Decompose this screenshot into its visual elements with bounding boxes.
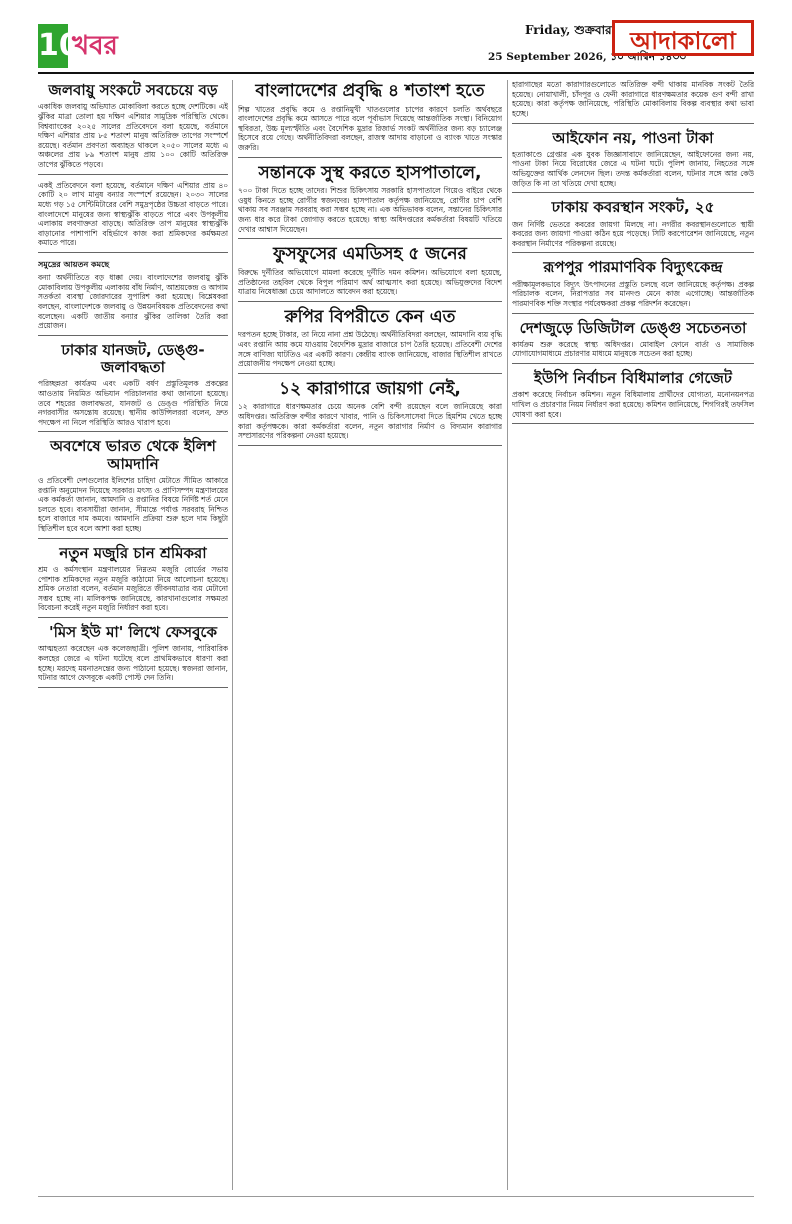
article-body: একই প্রতিবেদনে বলা হয়েছে, বর্তমানে দক্ষিণ এশিয়ার প্রায় ৪০ কোটি ২০ লাখ মানুষ বন্যার সংস্পর্শে রয়েছেন। ২০৩০ সালের মধ্যে গড় ১৫ সেন্টিমিটারের বেশি সমুদ্রপৃষ্ঠের উচ্চতা বাড়তে পারে। বাংলাদেশে মানুষের জন্য স্বাস্থ্যঝুঁকি বাড়তে পারে এবং উপকূলীয় এলাকায় লবণাক্ততা বাড়ছে। অতিরিক্ত তাপ মানুষের স্বাস্থ্যঝুঁকি বাড়ানোর পাশাপাশি বহির্ভাগে কাজ করা শ্রমিকদের কর্মক্ষমতা কমাতে পারে। — [38, 180, 228, 248]
column-divider — [232, 80, 233, 1190]
article — [38, 259, 228, 336]
article-headline[interactable]: ঢাকার যানজট, ডেঙ্গু-জলাবদ্ধতা — [61, 340, 205, 376]
article — [512, 370, 754, 424]
article-divider — [38, 252, 228, 253]
article-headline[interactable]: সন্তানকে সুস্থ করতে হাসপাতালে, — [258, 162, 482, 183]
article-headline[interactable]: 'মিস ইউ মা' লিখে ফেসবুকে — [49, 623, 217, 641]
article-headline[interactable]: ফুসফুসের এমডিসহ ৫ জনের — [273, 244, 467, 265]
article-divider — [512, 192, 754, 193]
article — [238, 82, 502, 158]
article — [512, 259, 754, 313]
article-divider — [512, 423, 754, 424]
article-body: বন্যা অর্থনীতিতে বড় ধাক্কা দেয়। বাংলাদেশের জলবায়ু ঝুঁকি মোকাবিলায় উপকূলীয় এলাকায় বাঁধ নির্মাণ, আশ্রয়কেন্দ্র ও আগাম সতর্কতা ব্যবস্থা জোরদারের সুপারিশ করা হয়েছে। বিশ্লেষকরা বলছেন, বাংলাদেশকে জলবায়ু ও উন্নয়নবিষয়ক প্রতিবেদনের কথা বলেছেন। একটি জাতীয় বন্যার ঝুঁকির তালিকা তৈরি করা প্রয়োজন। — [38, 273, 228, 331]
page-number: 10 — [38, 24, 68, 68]
article — [38, 181, 228, 253]
article-headline[interactable]: নতুন মজুরি চান শ্রমিকরা — [59, 543, 207, 562]
article — [512, 320, 754, 365]
masthead — [0, 0, 792, 80]
article-body: পরীক্ষামূলকভাবে বিদ্যুৎ উৎপাদনের প্রস্তুতি চলছে বলে জানিয়েছে কর্তৃপক্ষ। প্রকল্প পরিচালক বলেন, নিরাপত্তার সব মানদণ্ড মেনে কাজ এগোচ্ছে। আন্তর্জাতিক পারমাণবিক শক্তি সংস্থার পর্যবেক্ষকরা প্রকল্প পরিদর্শন করেছেন। — [512, 279, 754, 308]
article — [238, 380, 502, 446]
article-divider — [512, 252, 754, 253]
article-headline[interactable]: আইফোন নয়, পাওনা টাকা — [552, 128, 714, 147]
article-headline[interactable]: দেশজুড়ে ডিজিটাল ডেঙ্গু সচেতনতা — [519, 318, 747, 337]
article-headline[interactable]: রূপপুর পারমাণবিক বিদ্যুৎকেন্দ্র — [543, 258, 723, 277]
article-body: একাধিক জলবায়ু অভিঘাত মোকাবিলা করতে হচ্ছে দেশটিকে। এই ঝুঁকির মাত্রা তোলা হয় দক্ষিণ এশিয়ার সামুদ্রিক পরিস্থিতি থেকে। বিশ্বব্যাংকের ২০২৫ সালের প্রতিবেদনে বলা হয়েছে, বর্তমানে দক্ষিণ এশিয়ার প্রায় ৮৫ শতাংশ মানুষ অতিরিক্ত তাপের সংস্পর্শে রয়েছে। বর্তমান প্রবণতা অব্যাহত থাকলে ২০৫০ সালের মধ্যে এ অঞ্চলের প্রায় ৮৯ শতাংশ মানুষ প্রায় ১০০ কোটি অতিরিক্ত তাপের ঝুঁকিতে পড়বে। — [38, 102, 228, 169]
column-divider — [507, 80, 508, 1190]
article-body: ৭০০ টাকা দিতে হচ্ছে তাদের। শিশুর চিকিৎসায় সরকারি হাসপাতালে গিয়েও বাইরে থেকে ওষুধ কিনতে হচ্ছে রোগীর স্বজনদের। হাসপাতাল কর্তৃপক্ষ জানিয়েছে, রোগীর চাপ বেশি থাকায় সব সরঞ্জাম সরবরাহ করা সম্ভব হচ্ছে না। এক অভিভাবক বলেন, সন্তানের চিকিৎসার জন্য ধার করে টাকা জোগাড় করতে হয়েছে। স্বাস্থ্য অধিদপ্তরের কর্মকর্তারা বিষয়টি খতিয়ে দেখার আশ্বাস দিয়েছেন। — [238, 186, 502, 234]
article-body: হারাগাছের মতো কারাগারগুলোতে অতিরিক্ত বন্দী থাকায় মানবিক সংকট তৈরি হয়েছে। নোয়াখালী, চাঁদপুর ও ফেনী কারাগারে ধারণক্ষমতার কয়েক গুণ বন্দী রাখা হয়েছে। কারা কর্তৃপক্ষ জানিয়েছে, পরিস্থিতি মোকাবিলায় বিকল্প ব্যবস্থার কথা ভাবা হচ্ছে। — [512, 80, 754, 118]
article-divider — [38, 335, 228, 336]
article-body: কার্যক্রম শুরু করেছে স্বাস্থ্য অধিদপ্তর। মোবাইল ফোনে বার্তা ও সামাজিক যোগাযোগমাধ্যমে প্রচারণার মাধ্যমে মানুষকে সচেতন করা হচ্ছে। — [512, 339, 754, 359]
day-label: Friday, শুক্রবার — [525, 23, 612, 37]
date-label: 25 September 2026, ১০ আশ্বিন ১৪৩৩ — [488, 51, 687, 63]
article-divider — [512, 123, 754, 124]
article-body: জন নির্দিষ্ট ভেতরে কবরের জায়গা মিলছে না। নগরীর কবরস্থানগুলোতে স্থায়ী কবরের জন্য জায়গা পাওয়া কঠিন হয়ে পড়েছে। সিটি করপোরেশন জানিয়েছে, নতুন কবরস্থান নির্মাণের পরিকল্পনা রয়েছে। — [512, 219, 754, 248]
article-headline[interactable]: ঢাকায় কবরস্থান সংকট, ২৫ — [551, 198, 715, 217]
article — [238, 245, 502, 301]
newspaper-logo: আদাকালো — [612, 20, 754, 56]
article — [512, 130, 754, 194]
article-body: প্রকাশ করেছে নির্বাচন কমিশন। নতুন বিধিমালায় প্রার্থীদের যোগ্যতা, মনোনয়নপত্র দাখিল ও প্রচারণার নিয়ম নির্ধারণ করা হয়েছে। কমিশন জানিয়েছে, শিগগিরই তফসিল ঘোষণা করা হবে। — [512, 390, 754, 419]
article-headline[interactable]: অবশেষে ভারত থেকে ইলিশ আমদানি — [50, 437, 216, 473]
article-subhead: সমুদ্রের আয়তন কমছে — [38, 260, 110, 269]
column-middle — [238, 80, 502, 1190]
article-headline[interactable]: ইউপি নির্বাচন বিধিমালার গেজেট — [534, 369, 732, 387]
header-rule — [38, 72, 754, 74]
article — [238, 308, 502, 374]
article-divider — [38, 538, 228, 539]
article-body: ১২ কারাগারে ধারণক্ষমতার চেয়ে অনেক বেশি বন্দী রয়েছেন বলে জানিয়েছে কারা অধিদপ্তর। অতিরিক্ত বন্দীর কারণে খাবার, পানি ও চিকিৎসাসেবা দিতে হিমশিম খেতে হচ্ছে কারা কর্তৃপক্ষকে। কারা কর্মকর্তারা বলেন, নতুন কারাগার নির্মাণ ও বিদ্যমান কারাগার সম্প্রসারণের পরিকল্পনা নেওয়া হয়েছে। — [238, 402, 502, 441]
article-body: পরিচ্ছন্নতা কার্যক্রম এবং একটি বর্ষণ প্রস্তুতিমূলক প্রকল্পের আওতায় নিয়মিত অভিযান পরিচালনার কথা জানানো হয়েছে। তবে শহরের জলাবদ্ধতা, যানজট ও ডেঙ্গু পরিস্থিতি নিয়ে নগরবাসীর অসন্তোষ রয়েছে। স্থানীয় কাউন্সিলররা বলেন, দ্রুত পদক্ষেপ না নিলে পরিস্থিতি আরও খারাপ হবে। — [38, 379, 228, 427]
article-divider — [38, 617, 228, 618]
article — [512, 80, 754, 124]
column-left — [38, 80, 228, 1190]
footer-rule — [38, 1196, 754, 1197]
article-body: হত্যাকাণ্ডে গ্রেপ্তার এক যুবক জিজ্ঞাসাবাদে জানিয়েছেন, আইফোনের জন্য নয়, পাওনা টাকা নিয়ে বিরোধের জেরে এ ঘটনা ঘটে। পুলিশ জানায়, নিহতের সঙ্গে অভিযুক্তের আর্থিক লেনদেন ছিল। তদন্ত কর্মকর্তারা বলেন, ঘটনার সঙ্গে আর কেউ জড়িত কি না তা খতিয়ে দেখা হচ্ছে। — [512, 149, 754, 188]
article-divider — [512, 363, 754, 364]
article — [238, 164, 502, 240]
article-divider — [238, 445, 502, 446]
column-right — [512, 80, 754, 1190]
article — [38, 342, 228, 433]
article-body: ও প্রতিবেশী দেশগুলোর ইলিশের চাহিদা মেটাতে সীমিত আকারে রপ্তানি অনুমোদন দিয়েছে সরকার। মৎস্য ও প্রাণিসম্পদ মন্ত্রণালয়ের এক কর্মকর্তা জানান, আমদানি ও রপ্তানির বিষয়ে নির্দিষ্ট শর্ত মেনে চলতে হবে। ব্যবসায়ীরা জানান, সীমান্তে পর্যাপ্ত সরবরাহ নিশ্চিত হলে বাজারে দাম কমবে। আমদানি প্রক্রিয়া শুরু হলে দাম কিছুটা স্থিতিশীল হবে বলে আশা করা হচ্ছে। — [38, 475, 228, 533]
article-body: শিল্প খাতের প্রবৃদ্ধি কমে ও রপ্তানিমুখী খাতগুলোর চাপের কারণে চলতি অর্থবছরে বাংলাদেশের প্রবৃদ্ধি কমে আসতে পারে বলে পূর্বাভাস দিয়েছে আন্তর্জাতিক সংস্থা। বিনিয়োগ স্থবিরতা, উচ্চ মূল্যস্ফীতি এবং বৈদেশিক মুদ্রার রিজার্ভ সংকট অর্থনীতির জন্য বড় চ্যালেঞ্জ হিসেবে রয়ে গেছে। অর্থনীতিবিদরা বলছেন, রাজস্ব আদায় বাড়ানো ও ব্যাংক খাতে সংস্কার জরুরি। — [238, 104, 502, 153]
article-divider — [238, 238, 502, 239]
article — [38, 82, 228, 175]
article-divider — [512, 313, 754, 314]
article-headline[interactable]: জলবায়ু সংকটে সবচেয়ে বড় — [48, 81, 218, 99]
article-divider — [238, 157, 502, 158]
article-headline[interactable]: রুপির বিপরীতে কেন এত — [284, 306, 456, 327]
article-divider — [38, 687, 228, 688]
article-body: আত্মহত্যা করেছেন এক কলেজছাত্রী। পুলিশ জানায়, পারিবারিক কলহের জেরে এ ঘটনা ঘটেছে বলে প্রাথমিকভাবে ধারণা করা হচ্ছে। মরদেহ ময়নাতদন্তের জন্য পাঠানো হয়েছে। স্বজনরা জানান, ঘটনার আগে ফেসবুকে একটি পোস্ট দেন তিনি। — [38, 644, 228, 683]
article-divider — [38, 431, 228, 432]
article-body: বিরুদ্ধে দুর্নীতির অভিযোগে মামলা করেছে দুর্নীতি দমন কমিশন। অভিযোগে বলা হয়েছে, প্রতিষ্ঠানের তহবিল থেকে বিপুল পরিমাণ অর্থ আত্মসাৎ করা হয়েছে। অভিযুক্তদের বিদেশ যাত্রায় নিষেধাজ্ঞা চেয়ে আদালতে আবেদন করা হয়েছে। — [238, 267, 502, 297]
article — [38, 438, 228, 538]
section-name: খবর — [72, 31, 118, 61]
article-headline[interactable]: ১২ কারাগারে জায়গা নেই, — [279, 378, 461, 399]
article — [38, 624, 228, 688]
article — [38, 545, 228, 618]
article-headline[interactable]: বাংলাদেশের প্রবৃদ্ধি ৪ শতাংশ হতে — [255, 81, 485, 101]
article-body: দরপতন হচ্ছে টাকার, তা নিয়ে নানা প্রশ্ন উঠেছে। অর্থনীতিবিদরা বলছেন, আমদানি ব্যয় বৃদ্ধি এবং রপ্তানি আয় কমে যাওয়ায় বৈদেশিক মুদ্রার বাজারে চাপ তৈরি হয়েছে। প্রতিবেশী দেশের সঙ্গে বাণিজ্য ঘাটতিও এর একটি কারণ। কেন্দ্রীয় ব্যাংক জানিয়েছে, বাজার স্থিতিশীল রাখতে প্রয়োজনীয় পদক্ষেপ নেওয়া হচ্ছে। — [238, 330, 502, 369]
article-divider — [238, 301, 502, 302]
article-divider — [38, 174, 228, 175]
article-body: শ্রম ও কর্মসংস্থান মন্ত্রণালয়ের নিম্নতম মজুরি বোর্ডের সভায় পোশাক শ্রমিকদের নতুন মজুরি কাঠামো নিয়ে আলোচনা হয়েছে। শ্রমিক নেতারা বলেন, বর্তমান মজুরিতে জীবনযাত্রার ব্যয় মেটানো সম্ভব হচ্ছে না। মালিকপক্ষ জানিয়েছে, কারখানাগুলোর সক্ষমতা বিবেচনা করেই নতুন মজুরি নির্ধারণ করা হবে। — [38, 564, 228, 613]
article — [512, 199, 754, 253]
article-divider — [238, 373, 502, 374]
